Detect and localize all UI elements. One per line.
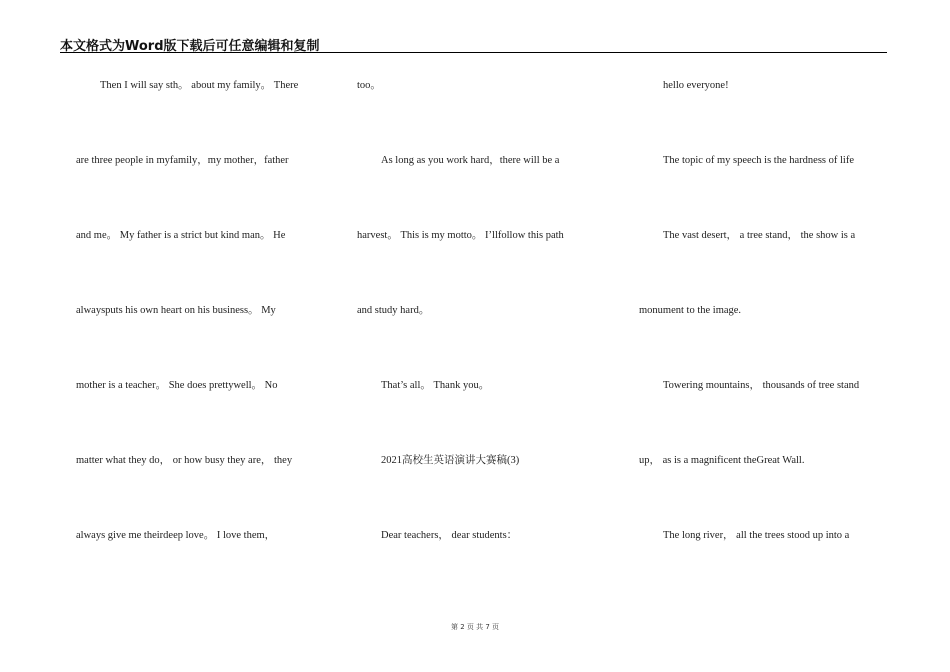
text-line: The long river， all the trees stood up into a [663, 530, 850, 541]
text-line: are three people in myfamily，my mother，father [76, 155, 289, 166]
text-line: and me。 My father is a strict but kind man。 He [76, 230, 286, 241]
section-title: 2021高校生英语演讲大赛稿(3) [381, 455, 520, 466]
text-line: too。 [357, 80, 381, 91]
text-line: monument to the image. [639, 305, 742, 316]
text-line: alwaysputs his own heart on his business。 My [76, 305, 276, 316]
text-line: Towering mountains， thousands of tree stand [663, 380, 860, 391]
text-line: That’s all。 Thank you。 [381, 380, 490, 391]
text-line: Dear teachers， dear students： [381, 530, 518, 541]
page-number: 第 2 页 共 7 页 [450, 623, 500, 631]
text-line: The vast desert， a tree stand， the show is a [663, 230, 856, 241]
text-line: mother is a teacher。 She does prettywell。 No [76, 380, 278, 391]
page-header [60, 35, 887, 53]
text-line: The topic of my speech is the hardness of life [663, 155, 854, 166]
text-line: up， as is a magnificent theGreat Wall. [639, 455, 805, 466]
text-line: harvest。 This is my motto。 I’llfollow this path [357, 230, 564, 241]
text-line: matter what they do， or how busy they are， they [76, 455, 293, 466]
text-line: and study hard。 [357, 305, 430, 316]
text-line: As long as you work hard，there will be a [381, 155, 560, 166]
text-line: hello everyone! [663, 80, 729, 91]
text-line: Then I will say sth。 about my family。 There [100, 80, 299, 91]
text-line: always give me theirdeep love。 I love them， [76, 530, 276, 541]
header-title: 本文格式为Word版下载后可任意编辑和复制 [60, 39, 320, 54]
page-footer [0, 622, 950, 632]
